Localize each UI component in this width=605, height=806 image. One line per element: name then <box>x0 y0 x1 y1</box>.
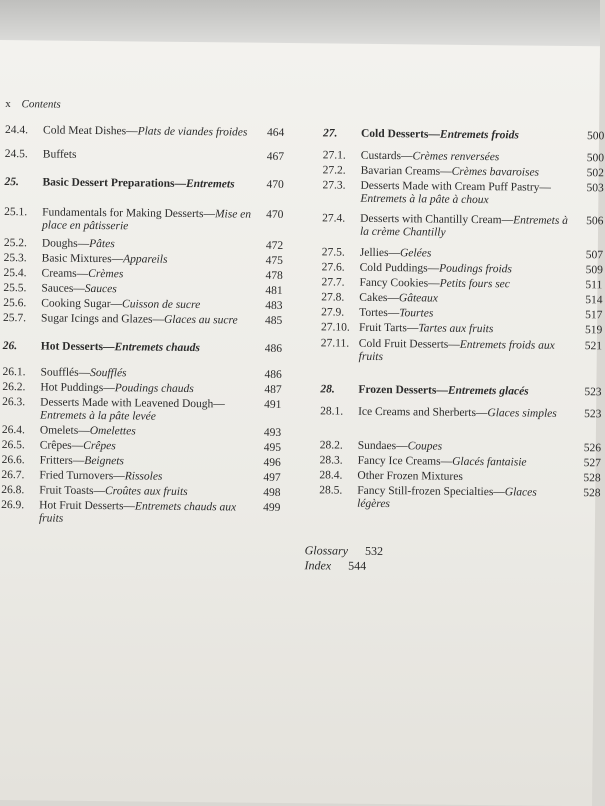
entry-page: 517 <box>585 309 603 322</box>
entry-page: 499 <box>263 501 281 514</box>
entry-page: 527 <box>583 457 601 470</box>
running-title: Contents <box>21 98 61 111</box>
entry-title: Omelets—Omelettes <box>39 424 136 438</box>
entry-english-title: Other Frozen Mixtures <box>357 469 463 483</box>
entry-title: Fundamentals for Making Desserts—Mise en place en pâtisserie <box>41 206 252 233</box>
entry-number: 26.2. <box>2 381 26 394</box>
entry-page: 470 <box>266 208 284 221</box>
entry-number: 27.8. <box>321 291 345 304</box>
toc-entry <box>297 291 603 307</box>
entry-page: 521 <box>584 340 603 353</box>
entry-number: 26.4. <box>1 424 25 437</box>
entry-title: Cold Desserts—Entremets froids <box>360 127 519 142</box>
page-number: x <box>5 98 11 111</box>
entry-french-title: Cuisson de sucre <box>122 298 201 312</box>
toc-entry <box>0 381 296 397</box>
entry-english-title: Frozen Desserts <box>358 383 437 397</box>
entry-english-title: Sugar Icings and Glazes <box>41 312 153 326</box>
entry-page: 483 <box>265 299 283 312</box>
toc-entry <box>0 282 297 298</box>
toc-entry <box>0 499 295 528</box>
entry-english-title: Custards <box>360 149 402 163</box>
entry-page: 500 <box>586 152 605 165</box>
entry-french-title: Entremets à la pâte levée <box>40 409 156 423</box>
entry-title: Cold Fruit Desserts—Entremets froids aux fruits <box>358 337 555 364</box>
entry-english-title: Cold Desserts <box>360 127 429 141</box>
entry-english-title: Sauces <box>41 282 74 295</box>
entry-number: 25.2. <box>3 237 27 250</box>
entry-french-title: Crêpes <box>83 439 116 453</box>
entry-french-title: Soufflés <box>90 366 127 380</box>
entry-page: 528 <box>583 487 601 500</box>
toc-entry <box>0 267 298 283</box>
chapter-entry <box>299 127 605 143</box>
entry-number: 27.6. <box>321 261 345 274</box>
toc-entry <box>0 366 297 382</box>
entry-title: Ice Creams and Sherberts—Glaces simples <box>358 405 557 420</box>
toc-entry <box>297 321 603 337</box>
left-column <box>0 124 299 525</box>
entry-english-title: Jellies <box>359 246 389 260</box>
toc-entry <box>0 237 298 253</box>
entry-english-title: Hot Puddings <box>40 381 104 395</box>
entry-page: 526 <box>583 442 602 455</box>
entry-number: 25. <box>4 176 19 189</box>
entry-french-title: Glaces légères <box>357 486 537 511</box>
entry-page: 485 <box>265 314 283 327</box>
entry-page: 507 <box>585 249 604 262</box>
entry-title: Basic Mixtures—Appareils <box>41 252 168 266</box>
entry-page: 506 <box>586 215 604 228</box>
entry-title: Soufflés—Soufflés <box>40 366 127 380</box>
entry-page: 493 <box>263 426 282 439</box>
glossary-entry <box>305 543 383 559</box>
entry-english-title: Omelets <box>39 424 79 437</box>
entry-french-title: Crèmes renversées <box>412 150 500 164</box>
entry-number: 26.9. <box>1 499 25 512</box>
entry-number: 25.7. <box>3 312 27 325</box>
entry-english-title: Bavarian Creams <box>360 164 441 178</box>
entry-number: 26.6. <box>1 454 25 467</box>
toc-entry <box>0 454 296 470</box>
entry-page: 514 <box>585 294 603 307</box>
toc-entry <box>0 439 296 455</box>
entry-title: Custards—Crèmes renversées <box>360 149 500 164</box>
entry-number: 24.5. <box>4 148 28 161</box>
toc-entry <box>299 164 604 180</box>
entry-french-title: Poudings froids <box>439 262 512 276</box>
entry-english-title: Cooking Sugar <box>41 297 111 311</box>
entry-page: 481 <box>265 284 283 297</box>
entry-page: 495 <box>263 441 282 454</box>
toc-entry <box>0 396 296 425</box>
entry-page: 496 <box>263 456 281 469</box>
entry-french-title: Crèmes <box>88 267 124 281</box>
entry-number: 28.2. <box>319 439 343 452</box>
entry-title: Desserts Made with Cream Puff Pastry—Entremets à la pâte à choux <box>360 179 552 207</box>
entry-page: 467 <box>266 150 285 163</box>
entry-french-title: Mise en place en pâtisserie <box>41 208 252 233</box>
entry-french-title: Appareils <box>123 253 168 266</box>
entry-french-title: Entremets froids aux fruits <box>358 338 555 364</box>
entry-english-title: Tortes <box>359 306 388 320</box>
toc-entry <box>0 424 296 440</box>
entry-title: Fancy Still-frozen Specialties—Glaces légères <box>357 484 537 511</box>
entry-title: Fruit Toasts—Croûtes aux fruits <box>39 484 188 498</box>
toc-entry <box>298 246 604 262</box>
entry-page: 497 <box>263 471 281 484</box>
entry-number: 25.4. <box>3 267 27 280</box>
entry-title: Desserts Made with Leavened Dough—Entremets à la pâte levée <box>40 396 225 423</box>
entry-english-title: Basic Mixtures <box>41 252 112 266</box>
entry-english-title: Basic Dessert Preparations <box>42 176 175 190</box>
entry-title: Cold Puddings—Poudings froids <box>359 261 512 276</box>
index-title: Index <box>304 558 332 573</box>
entry-english-title: Desserts with Chantilly Cream <box>360 212 502 227</box>
toc-entry <box>296 405 602 421</box>
toc-entry <box>0 252 298 268</box>
toc-entry <box>296 439 602 455</box>
entry-english-title: Fundamentals for Making Desserts <box>42 206 204 221</box>
entry-page: 464 <box>266 126 285 139</box>
entry-french-title: Omelettes <box>89 424 136 438</box>
entry-english-title: Hot Desserts <box>40 340 104 354</box>
chapter-entry <box>0 176 299 192</box>
entry-number: 25.5. <box>3 282 27 295</box>
toc-entry <box>0 484 295 500</box>
entry-french-title: Croûtes aux fruits <box>104 485 188 498</box>
toc-entry <box>0 148 299 164</box>
entry-number: 28.5. <box>319 484 343 497</box>
entry-page: 470 <box>266 178 284 191</box>
entry-english-title: Fruit Tarts <box>358 321 407 335</box>
toc-entry <box>297 337 603 366</box>
entry-number: 24.4. <box>4 124 29 137</box>
entry-title: Basic Dessert Preparations—Entremets <box>42 176 235 191</box>
entry-title: Hot Fruit Desserts—Entremets chauds aux fruits <box>38 499 237 525</box>
entry-page: 503 <box>586 182 604 195</box>
entry-number: 26.3. <box>2 396 26 409</box>
entry-page: 519 <box>584 324 603 337</box>
entry-english-title: Cakes <box>359 291 388 305</box>
entry-english-title: Fancy Cookies <box>359 276 429 290</box>
chapter-entry <box>0 340 297 356</box>
entry-page: 498 <box>263 486 281 499</box>
entry-page: 487 <box>264 383 282 396</box>
toc-entry <box>295 469 601 485</box>
entry-english-title: Fried Turnovers <box>39 469 114 483</box>
entry-page: 486 <box>264 368 282 381</box>
entry-number: 26. <box>2 340 18 353</box>
entry-english-title: Cold Meat Dishes <box>42 124 127 138</box>
entry-english-title: Doughs <box>41 237 78 250</box>
entry-number: 27.3. <box>322 179 346 192</box>
entry-page: 509 <box>585 264 603 277</box>
entry-number: 28.1. <box>320 405 344 418</box>
entry-title: Sugar Icings and Glazes—Glaces au sucre <box>41 312 238 327</box>
entry-page: 511 <box>585 279 603 292</box>
entry-number: 25.3. <box>3 252 27 265</box>
entry-page: 491 <box>264 398 282 411</box>
entry-number: 27.5. <box>321 246 345 259</box>
entry-page: 528 <box>583 472 601 485</box>
entry-english-title: Cold Puddings <box>359 261 428 275</box>
entry-title: Bavarian Creams—Crèmes bavaroises <box>360 164 540 179</box>
entry-english-title: Creams <box>41 267 77 280</box>
entry-title: Fancy Ice Creams—Glacés fantaisie <box>357 454 527 469</box>
entry-title: Fancy Cookies—Petits fours sec <box>359 276 511 291</box>
entry-french-title: Sauces <box>84 282 117 296</box>
entry-page: 500 <box>586 130 605 143</box>
entry-page: 502 <box>586 167 604 180</box>
entry-title: Jellies—Gelées <box>359 246 432 260</box>
toc-entry <box>0 206 298 235</box>
entry-page: 472 <box>265 239 284 252</box>
entry-title: Fruit Tarts—Tartes aux fruits <box>358 321 494 336</box>
glossary-page: 532 <box>364 543 384 559</box>
entry-title: Fried Turnovers—Rissoles <box>39 469 163 483</box>
entry-french-title: Tartes aux fruits <box>418 322 494 336</box>
entry-english-title: Cold Fruit Desserts <box>358 337 449 351</box>
entry-page: 475 <box>265 254 284 267</box>
chapter-entry <box>296 383 602 399</box>
entry-french-title: Pâtes <box>89 237 115 251</box>
entry-english-title: Fancy Ice Creams <box>357 454 441 468</box>
entry-french-title: Glacés fantaisie <box>452 455 527 469</box>
entry-title: Hot Desserts—Entremets chauds <box>40 340 200 355</box>
entry-french-title: Glaces au sucre <box>163 313 238 327</box>
entry-french-title: Gelées <box>399 247 432 260</box>
entry-title: Sundaes—Coupes <box>357 439 443 453</box>
entry-title <box>357 470 567 485</box>
entry-french-title: Entremets froids <box>439 128 519 142</box>
entry-english-title: Crêpes <box>39 439 72 452</box>
right-column <box>299 127 605 511</box>
toc-entry <box>0 124 299 140</box>
entry-page: 478 <box>265 269 283 282</box>
toc-entry <box>0 312 297 328</box>
entry-page: 486 <box>264 342 283 355</box>
entry-french-title: Entremets glacés <box>447 384 529 398</box>
entry-number: 25.6. <box>3 297 27 310</box>
entry-number: 26.8. <box>1 484 25 497</box>
entry-french-title: Rissoles <box>124 470 163 483</box>
entry-french-title: Tourtes <box>399 307 434 320</box>
entry-number: 27.7. <box>321 276 345 289</box>
entry-french-title: Poudings chauds <box>114 382 194 396</box>
entry-title: Creams—Crèmes <box>41 267 124 281</box>
entry-french-title: Plats de viandes froides <box>137 125 248 139</box>
entry-french-title: Entremets <box>185 177 235 191</box>
glossary-title: Glossary <box>304 543 349 558</box>
toc-entry <box>298 212 604 241</box>
index-page: 544 <box>348 558 367 573</box>
index-entry <box>304 558 366 574</box>
book-page <box>0 40 605 806</box>
toc-entry <box>295 484 601 513</box>
entry-english-title: Fruit Toasts <box>39 484 94 498</box>
entry-english-title: Fancy Still-frozen Specialties <box>357 484 494 499</box>
entry-english-title: Soufflés <box>40 366 79 379</box>
entry-french-title: Entremets chauds <box>114 341 200 355</box>
entry-french-title: Beignets <box>84 454 125 468</box>
entry-title: Tortes—Tourtes <box>359 306 434 320</box>
entry-french-title: Gâteaux <box>398 292 438 305</box>
entry-english-title: Sundaes <box>357 439 397 453</box>
entry-number: 27.1. <box>322 149 346 162</box>
toc-entry <box>0 469 295 485</box>
entry-title: Fritters—Beignets <box>39 454 125 468</box>
entry-english-title: Hot Fruit Desserts <box>39 499 124 513</box>
entry-french-title: Entremets à la pâte à choux <box>360 192 489 207</box>
entry-number: 27.9. <box>321 306 345 319</box>
entry-english-title: Ice Creams and Sherberts <box>358 405 477 420</box>
entry-number: 28.4. <box>319 469 343 482</box>
entry-title: Cooking Sugar—Cuisson de sucre <box>41 297 201 312</box>
toc-entry <box>296 454 601 470</box>
entry-french-title: Coupes <box>407 440 443 453</box>
entry-title: Sauces—Sauces <box>41 282 117 296</box>
entry-number: 27.10. <box>320 321 350 334</box>
entry-number: 27.4. <box>322 212 346 225</box>
entry-title: Hot Puddings—Poudings chauds <box>40 381 194 396</box>
toc-entry <box>298 179 604 208</box>
entry-title: Desserts with Chantilly Cream—Entremets à la crème Chantilly <box>359 212 569 239</box>
entry-page: 523 <box>584 408 602 421</box>
entry-number: 28. <box>320 383 335 396</box>
entry-french-title: Entremets à la crème Chantilly <box>359 214 569 239</box>
entry-english-title: Fritters <box>39 454 73 467</box>
entry-number: 28.3. <box>319 454 343 467</box>
toc-entry <box>0 297 297 313</box>
toc-entry <box>297 306 603 322</box>
entry-number: 26.7. <box>1 469 25 482</box>
toc-entry <box>298 261 603 277</box>
entry-french-title: Crèmes bavaroises <box>451 165 540 179</box>
entry-title: Frozen Desserts—Entremets glacés <box>358 383 529 398</box>
entry-number: 27.11. <box>320 337 350 350</box>
entry-number: 26.5. <box>1 439 25 452</box>
entry-french-title: Entremets chauds aux fruits <box>38 500 237 525</box>
entry-english-title: Desserts Made with Cream Puff Pastry <box>360 179 540 194</box>
entry-number: 26.1. <box>2 366 26 379</box>
entry-english-title: Buffets <box>42 148 77 161</box>
entry-number: 27. <box>322 127 338 140</box>
entry-number: 27.2. <box>322 164 346 177</box>
toc-entry <box>297 276 603 292</box>
entry-title: Cold Meat Dishes—Plats de viandes froides <box>42 124 248 139</box>
entry-title: Doughs—Pâtes <box>41 237 115 251</box>
entry-number: 25.1. <box>4 206 28 219</box>
entry-french-title: Petits fours sec <box>439 277 511 291</box>
entry-french-title: Glaces simples <box>487 407 557 420</box>
toc-entry <box>299 149 605 165</box>
entry-title: Cakes—Gâteaux <box>359 291 438 305</box>
entry-title: Crêpes—Crêpes <box>39 439 116 453</box>
entry-english-title: Desserts Made with Leavened Dough <box>40 396 214 411</box>
running-head <box>5 98 60 111</box>
entry-page: 523 <box>584 386 602 399</box>
entry-title <box>43 148 253 163</box>
